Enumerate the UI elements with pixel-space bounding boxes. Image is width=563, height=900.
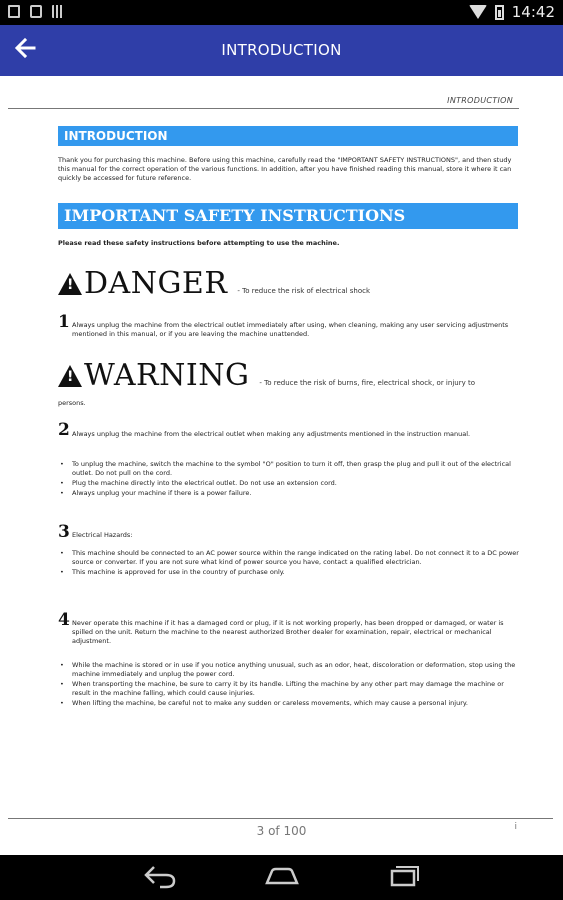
item-2-bullets [58, 460, 520, 499]
page-indicator: 3 of 100 [256, 824, 307, 838]
status-right [469, 3, 555, 21]
item-number-3: 3 [58, 522, 70, 542]
item-number-2: 2 [58, 420, 70, 440]
battery-icon [495, 5, 504, 20]
list-item: • To unplug the machine, switch the machine to the symbol "O" position to turn it off, then grasp the plug and pull it out of the electrical outlet. Do not pull on the cord. [58, 460, 520, 478]
item-4-bullets [58, 661, 520, 709]
footer-divider [8, 818, 553, 819]
document-page[interactable] [0, 76, 563, 855]
page-title: INTRODUCTION [221, 41, 342, 59]
list-item: • Plug the machine directly into the electrical outlet. Do not use an extension cord. [58, 479, 520, 488]
list-item: • While the machine is stored or in use if you notice anything unusual, such as an odor, heat, discoloration or deformation, stop using the machine immediately and unplug the power cord. [58, 661, 520, 679]
item-3-bullets [58, 549, 520, 578]
wifi-icon [469, 5, 487, 19]
warning-triangle-icon [58, 365, 82, 387]
app-bar [0, 25, 563, 76]
warning-word: WARNING [84, 358, 250, 393]
item-number-4: 4 [58, 610, 70, 630]
danger-heading [58, 266, 371, 301]
item-3-text: Electrical Hazards: [72, 531, 133, 539]
status-left-icons [8, 5, 64, 18]
status-time: 14:42 [511, 3, 555, 21]
danger-word: DANGER [84, 266, 228, 301]
warning-heading [58, 358, 475, 393]
item-4-text: Never operate this machine if it has a damaged cord or plug, if it is not working properly, has been dropped or damaged, or water is spilled on the unit. Return the machine to the nearest authorized Brother dealer for examination, repair, electrical or mechanical adjustment. [72, 619, 504, 645]
item-1-text: Always unplug the machine from the electrical outlet immediately after using, when cleaning, making any user servicing adjustments mentioned in this manual, or if you are leaving the machine unattended. [72, 321, 509, 338]
item-2-text: Always unplug the machine from the electrical outlet when making any adjustments mentioned in the instruction manual. [72, 430, 471, 438]
safety-note: Please read these safety instructions before attempting to use the machine. [58, 239, 340, 247]
list-item: • When transporting the machine, be sure to carry it by its handle. Lifting the machine by any other part may damage the machine or result in the machine falling, which could cause injuries. [58, 680, 520, 698]
item-number-1: 1 [58, 312, 70, 332]
safety-heading: IMPORTANT SAFETY INSTRUCTIONS [58, 203, 518, 229]
list-item: • When lifting the machine, be careful not to make any sudden or careless movements, which may cause a personal injury. [58, 699, 520, 708]
image-icon [30, 5, 42, 18]
intro-heading: INTRODUCTION [58, 126, 518, 146]
home-icon[interactable] [252, 861, 312, 895]
warning-tail-cont: persons. [58, 399, 86, 407]
back-icon[interactable] [130, 861, 190, 895]
navigation-bar [0, 855, 563, 900]
header-divider [8, 108, 519, 109]
intro-text: Thank you for purchasing this machine. Before using this machine, carefully read the "IMPORTANT SAFETY INSTRUCTIONS", and then study this manual for the correct operation of the various functions. In addition, after you have finished reading this manual, store it where it can quickly be accessed for future reference. [58, 156, 512, 182]
running-header: INTRODUCTION [447, 96, 513, 105]
warning-tail: - To reduce the risk of burns, fire, electrical shock, or injury to [259, 379, 475, 387]
warning-triangle-icon [58, 273, 82, 295]
danger-tail: - To reduce the risk of electrical shock [237, 287, 371, 295]
list-item: • Always unplug your machine if there is a power failure. [58, 489, 520, 498]
storage-icon [52, 5, 64, 18]
list-item: • This machine should be connected to an AC power source within the range indicated on the rating label. Do not connect it to a DC power source or converter. If you are not sure what kind of power source you have, contact a qualified electrician. [58, 549, 520, 567]
corner-mark: i [514, 822, 517, 832]
recents-icon[interactable] [372, 861, 432, 895]
list-item: • This machine is approved for use in the country of purchase only. [58, 568, 520, 577]
sim-icon [8, 5, 20, 18]
status-bar [0, 0, 563, 25]
